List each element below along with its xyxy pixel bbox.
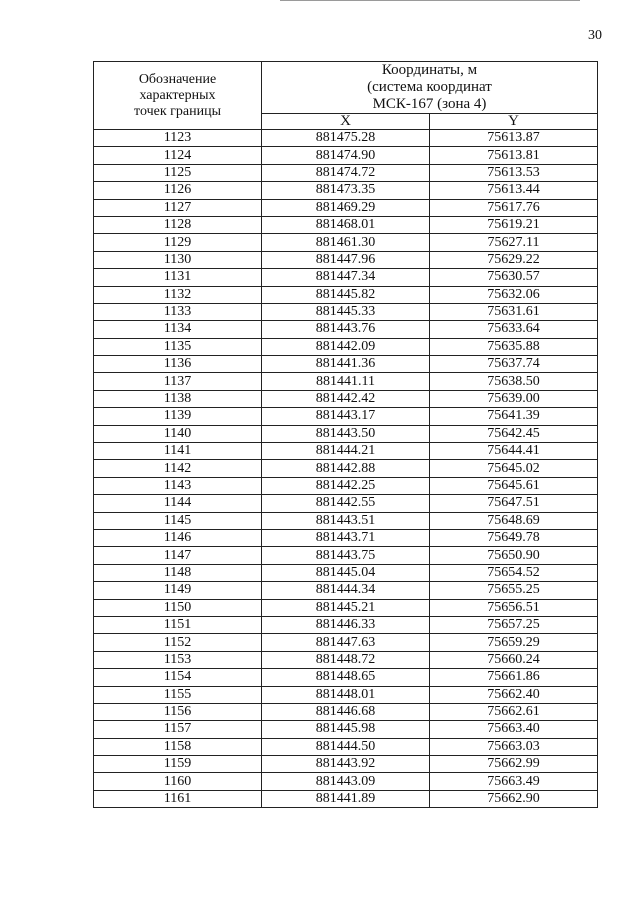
point-id-cell: 1139	[94, 408, 262, 425]
table-row	[94, 234, 598, 251]
y-coordinate-cell: 75613.44	[430, 182, 598, 199]
point-id-cell: 1136	[94, 356, 262, 373]
x-coordinate-cell: 881445.04	[262, 564, 430, 581]
x-coordinate-cell: 881447.34	[262, 269, 430, 286]
point-id-cell: 1123	[94, 130, 262, 147]
y-coordinate-cell: 75648.69	[430, 512, 598, 529]
point-id-cell: 1138	[94, 390, 262, 407]
y-coordinate-cell: 75635.88	[430, 338, 598, 355]
x-coordinate-cell: 881446.33	[262, 616, 430, 633]
y-coordinate-cell: 75663.40	[430, 721, 598, 738]
y-coordinate-cell: 75663.49	[430, 773, 598, 790]
point-id-cell: 1146	[94, 529, 262, 546]
x-coordinate-cell: 881475.28	[262, 130, 430, 147]
y-coordinate-cell: 75631.61	[430, 303, 598, 320]
y-coordinate-cell: 75662.40	[430, 686, 598, 703]
point-id-cell: 1141	[94, 443, 262, 460]
point-id-cell: 1143	[94, 477, 262, 494]
point-id-cell: 1155	[94, 686, 262, 703]
point-id-cell: 1157	[94, 721, 262, 738]
y-coordinate-cell: 75662.90	[430, 790, 598, 807]
table-row	[94, 599, 598, 616]
x-coordinate-cell: 881447.96	[262, 251, 430, 268]
table-row	[94, 686, 598, 703]
x-coordinate-cell: 881468.01	[262, 216, 430, 233]
x-coordinate-cell: 881444.21	[262, 443, 430, 460]
table-row	[94, 199, 598, 216]
y-coordinate-cell: 75613.81	[430, 147, 598, 164]
x-coordinate-cell: 881443.51	[262, 512, 430, 529]
table-row	[94, 269, 598, 286]
point-id-cell: 1159	[94, 756, 262, 773]
table-row	[94, 703, 598, 720]
top-scan-rule	[280, 0, 580, 1]
table-row	[94, 182, 598, 199]
y-coordinate-cell: 75649.78	[430, 529, 598, 546]
table-row	[94, 756, 598, 773]
y-coordinate-cell: 75644.41	[430, 443, 598, 460]
x-coordinate-cell: 881443.50	[262, 425, 430, 442]
point-id-cell: 1133	[94, 303, 262, 320]
table-row	[94, 582, 598, 599]
y-coordinate-cell: 75613.53	[430, 164, 598, 181]
x-coordinate-cell: 881443.09	[262, 773, 430, 790]
x-coordinate-cell: 881443.17	[262, 408, 430, 425]
x-coordinate-cell: 881441.11	[262, 373, 430, 390]
point-id-cell: 1149	[94, 582, 262, 599]
point-id-cell: 1144	[94, 495, 262, 512]
table-row	[94, 634, 598, 651]
x-coordinate-cell: 881442.55	[262, 495, 430, 512]
point-id-cell: 1154	[94, 669, 262, 686]
x-coordinate-cell: 881448.72	[262, 651, 430, 668]
header-y: Y	[430, 114, 598, 130]
point-id-cell: 1135	[94, 338, 262, 355]
x-coordinate-cell: 881443.75	[262, 547, 430, 564]
table-row	[94, 303, 598, 320]
x-coordinate-cell: 881442.42	[262, 390, 430, 407]
x-coordinate-cell: 881442.25	[262, 477, 430, 494]
y-coordinate-cell: 75661.86	[430, 669, 598, 686]
y-coordinate-cell: 75629.22	[430, 251, 598, 268]
table-row	[94, 721, 598, 738]
header-coordinates: Координаты, м (система координат МСК-167 (зона 4)	[262, 62, 598, 114]
x-coordinate-cell: 881469.29	[262, 199, 430, 216]
table-row	[94, 373, 598, 390]
y-coordinate-cell: 75627.11	[430, 234, 598, 251]
point-id-cell: 1156	[94, 703, 262, 720]
x-coordinate-cell: 881444.34	[262, 582, 430, 599]
page-number: 30	[588, 28, 602, 43]
table-row	[94, 616, 598, 633]
point-id-cell: 1137	[94, 373, 262, 390]
x-coordinate-cell: 881441.89	[262, 790, 430, 807]
table-row	[94, 286, 598, 303]
point-id-cell: 1131	[94, 269, 262, 286]
point-id-cell: 1148	[94, 564, 262, 581]
x-coordinate-cell: 881447.63	[262, 634, 430, 651]
table-row	[94, 425, 598, 442]
point-id-cell: 1160	[94, 773, 262, 790]
point-id-cell: 1142	[94, 460, 262, 477]
y-coordinate-cell: 75654.52	[430, 564, 598, 581]
x-coordinate-cell: 881443.71	[262, 529, 430, 546]
y-coordinate-cell: 75655.25	[430, 582, 598, 599]
x-coordinate-cell: 881442.09	[262, 338, 430, 355]
x-coordinate-cell: 881448.65	[262, 669, 430, 686]
point-id-cell: 1127	[94, 199, 262, 216]
table-row	[94, 390, 598, 407]
x-coordinate-cell: 881443.76	[262, 321, 430, 338]
table-row	[94, 130, 598, 147]
table-row	[94, 356, 598, 373]
y-coordinate-cell: 75645.61	[430, 477, 598, 494]
x-coordinate-cell: 881473.35	[262, 182, 430, 199]
y-coordinate-cell: 75630.57	[430, 269, 598, 286]
table-row	[94, 651, 598, 668]
y-coordinate-cell: 75662.99	[430, 756, 598, 773]
table-row	[94, 512, 598, 529]
y-coordinate-cell: 75650.90	[430, 547, 598, 564]
point-id-cell: 1158	[94, 738, 262, 755]
point-id-cell: 1152	[94, 634, 262, 651]
x-coordinate-cell: 881445.98	[262, 721, 430, 738]
table-row	[94, 495, 598, 512]
point-id-cell: 1129	[94, 234, 262, 251]
x-coordinate-cell: 881443.92	[262, 756, 430, 773]
point-id-cell: 1153	[94, 651, 262, 668]
point-id-cell: 1161	[94, 790, 262, 807]
y-coordinate-cell: 75662.61	[430, 703, 598, 720]
table-row	[94, 669, 598, 686]
table-row	[94, 738, 598, 755]
x-coordinate-cell: 881448.01	[262, 686, 430, 703]
point-id-cell: 1130	[94, 251, 262, 268]
x-coordinate-cell: 881441.36	[262, 356, 430, 373]
table-row	[94, 164, 598, 181]
y-coordinate-cell: 75659.29	[430, 634, 598, 651]
table-row	[94, 460, 598, 477]
coordinates-table	[93, 61, 598, 808]
x-coordinate-cell: 881446.68	[262, 703, 430, 720]
table-row	[94, 321, 598, 338]
x-coordinate-cell: 881442.88	[262, 460, 430, 477]
x-coordinate-cell: 881445.21	[262, 599, 430, 616]
x-coordinate-cell: 881474.72	[262, 164, 430, 181]
y-coordinate-cell: 75645.02	[430, 460, 598, 477]
y-coordinate-cell: 75617.76	[430, 199, 598, 216]
table-row	[94, 790, 598, 807]
table-row	[94, 443, 598, 460]
point-id-cell: 1128	[94, 216, 262, 233]
point-id-cell: 1132	[94, 286, 262, 303]
y-coordinate-cell: 75656.51	[430, 599, 598, 616]
y-coordinate-cell: 75642.45	[430, 425, 598, 442]
table-row	[94, 773, 598, 790]
x-coordinate-cell: 881445.33	[262, 303, 430, 320]
table-row	[94, 529, 598, 546]
table-row	[94, 408, 598, 425]
table-row	[94, 477, 598, 494]
y-coordinate-cell: 75637.74	[430, 356, 598, 373]
point-id-cell: 1145	[94, 512, 262, 529]
y-coordinate-cell: 75657.25	[430, 616, 598, 633]
point-id-cell: 1140	[94, 425, 262, 442]
x-coordinate-cell: 881461.30	[262, 234, 430, 251]
table-row	[94, 338, 598, 355]
y-coordinate-cell: 75660.24	[430, 651, 598, 668]
header-point-designation: Обозначение характерных точек границы	[94, 62, 262, 130]
table-row	[94, 564, 598, 581]
table-row	[94, 251, 598, 268]
x-coordinate-cell: 881474.90	[262, 147, 430, 164]
y-coordinate-cell: 75641.39	[430, 408, 598, 425]
header-x: X	[262, 114, 430, 130]
point-id-cell: 1134	[94, 321, 262, 338]
y-coordinate-cell: 75613.87	[430, 130, 598, 147]
x-coordinate-cell: 881445.82	[262, 286, 430, 303]
y-coordinate-cell: 75632.06	[430, 286, 598, 303]
table-row	[94, 547, 598, 564]
table-row	[94, 216, 598, 233]
point-id-cell: 1124	[94, 147, 262, 164]
y-coordinate-cell: 75633.64	[430, 321, 598, 338]
point-id-cell: 1126	[94, 182, 262, 199]
point-id-cell: 1151	[94, 616, 262, 633]
y-coordinate-cell: 75663.03	[430, 738, 598, 755]
y-coordinate-cell: 75619.21	[430, 216, 598, 233]
point-id-cell: 1150	[94, 599, 262, 616]
y-coordinate-cell: 75639.00	[430, 390, 598, 407]
point-id-cell: 1147	[94, 547, 262, 564]
table-body	[94, 130, 598, 808]
point-id-cell: 1125	[94, 164, 262, 181]
x-coordinate-cell: 881444.50	[262, 738, 430, 755]
table-row	[94, 147, 598, 164]
y-coordinate-cell: 75638.50	[430, 373, 598, 390]
y-coordinate-cell: 75647.51	[430, 495, 598, 512]
